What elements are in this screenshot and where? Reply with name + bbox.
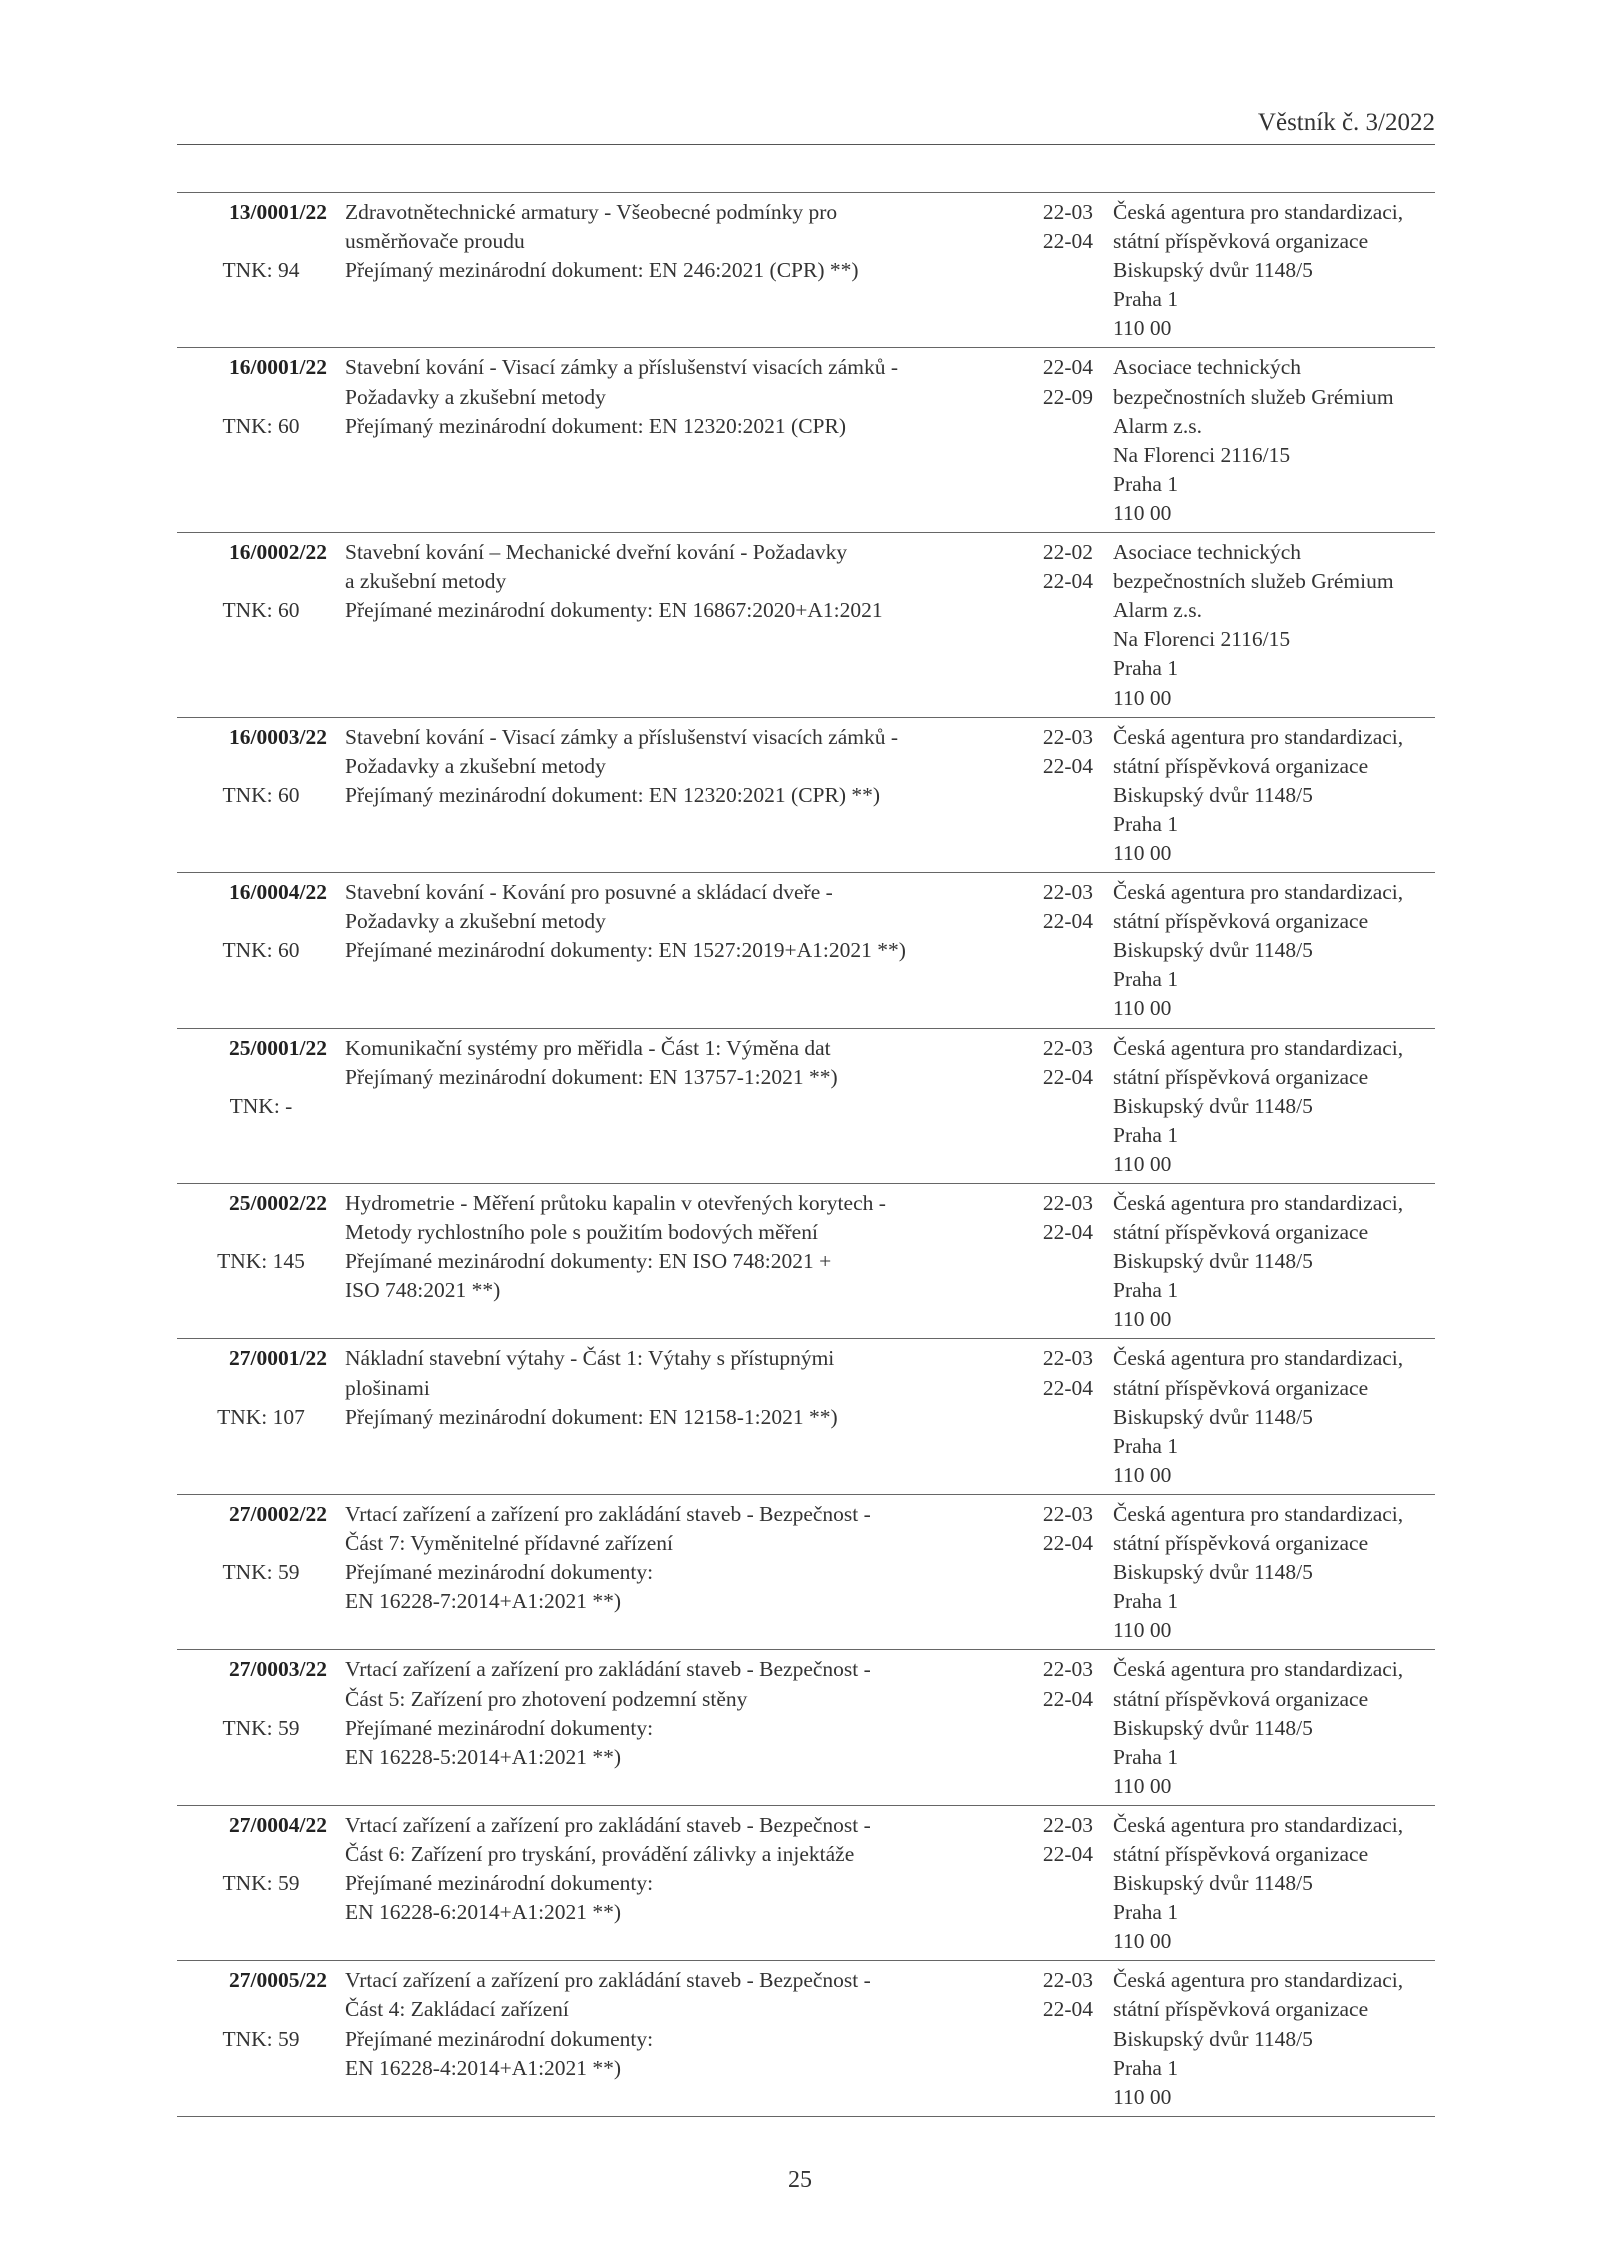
standard-code: 27/0005/22 bbox=[229, 1968, 327, 1993]
organization-line: Biskupský dvůr 1148/5 bbox=[1113, 938, 1313, 963]
organization-line: Česká agentura pro standardizaci, bbox=[1113, 1191, 1404, 1215]
title-line: EN 16228-6:2014+A1:2021 **) bbox=[345, 1900, 622, 1925]
standard-code: 13/0001/22 bbox=[229, 200, 327, 224]
organization-cell bbox=[1093, 878, 1435, 1023]
organization-line: Praha 1 bbox=[1113, 967, 1179, 992]
title-line: plošinami bbox=[345, 1375, 430, 1400]
title-line: Požadavky a zkušební metody bbox=[345, 384, 606, 409]
title-line: Nákladní stavební výtahy - Část 1: Výtahy s přístupnými bbox=[345, 1346, 835, 1371]
organization-line: Česká agentura pro standardizaci, bbox=[1113, 880, 1404, 905]
organization-line: Biskupský dvůr 1148/5 bbox=[1113, 782, 1313, 807]
title-line: Vrtací zařízení a zařízení pro zakládání staveb - Bezpečnost - bbox=[345, 1968, 871, 1993]
date-value: 22-04 bbox=[1042, 569, 1093, 594]
tnk-label: TNK: 107 bbox=[217, 1404, 305, 1429]
tnk-label: TNK: 59 bbox=[222, 1871, 300, 1896]
organization-line: 110 00 bbox=[1113, 1307, 1172, 1332]
organization-line: 110 00 bbox=[1113, 500, 1172, 525]
organization-line: Česká agentura pro standardizaci, bbox=[1113, 1501, 1404, 1526]
organization-line: státní příspěvková organizace bbox=[1113, 753, 1369, 778]
date-value: 22-04 bbox=[1042, 1841, 1093, 1866]
title-line: Přejímaný mezinárodní dokument: EN 12320:2021 (CPR) **) bbox=[345, 782, 881, 807]
organization-line: státní příspěvková organizace bbox=[1113, 1064, 1369, 1089]
dates-cell bbox=[977, 1811, 1093, 1956]
dates-cell bbox=[977, 723, 1093, 868]
dates-cell bbox=[977, 878, 1093, 1023]
date-value: 22-03 bbox=[1042, 1968, 1093, 1993]
title-line: Požadavky a zkušební metody bbox=[345, 753, 606, 778]
dates-cell bbox=[977, 1189, 1093, 1334]
organization-line: bezpečnostních služeb Grémium bbox=[1113, 384, 1394, 409]
table-row bbox=[177, 193, 1435, 348]
organization-cell bbox=[1093, 1966, 1435, 2111]
organization-line: 110 00 bbox=[1113, 2084, 1172, 2109]
date-value: 22-09 bbox=[1042, 384, 1093, 409]
tnk-label: TNK: 59 bbox=[222, 1715, 300, 1740]
organization-line: Biskupský dvůr 1148/5 bbox=[1113, 258, 1313, 283]
organization-line: Alarm z.s. bbox=[1113, 598, 1202, 623]
organization-line: Biskupský dvůr 1148/5 bbox=[1113, 2026, 1313, 2051]
organization-line: Biskupský dvůr 1148/5 bbox=[1113, 1871, 1313, 1896]
tnk-label: TNK: 59 bbox=[222, 2026, 300, 2051]
organization-line: Česká agentura pro standardizaci, bbox=[1113, 1968, 1404, 1993]
title-line: Přejímaný mezinárodní dokument: EN 13757-1:2021 **) bbox=[345, 1064, 838, 1089]
standard-title-cell bbox=[327, 1344, 977, 1489]
organization-line: Asociace technických bbox=[1113, 540, 1302, 565]
organization-line: státní příspěvková organizace bbox=[1113, 1375, 1369, 1400]
organization-line: Česká agentura pro standardizaci, bbox=[1113, 1812, 1404, 1837]
dates-cell bbox=[977, 198, 1093, 343]
title-line: Část 5: Zařízení pro zhotovení podzemní stěny bbox=[345, 1686, 748, 1711]
organization-cell bbox=[1093, 353, 1435, 528]
date-value: 22-03 bbox=[1042, 1657, 1093, 1682]
title-line: Přejímané mezinárodní dokumenty: bbox=[345, 2026, 654, 2051]
standard-code: 25/0002/22 bbox=[229, 1191, 327, 1215]
title-line: Vrtací zařízení a zařízení pro zakládání staveb - Bezpečnost - bbox=[345, 1657, 871, 1682]
standard-code: 16/0004/22 bbox=[229, 880, 327, 905]
title-line: EN 16228-4:2014+A1:2021 **) bbox=[345, 2055, 622, 2080]
date-value: 22-03 bbox=[1042, 1812, 1093, 1837]
organization-line: Česká agentura pro standardizaci, bbox=[1113, 724, 1404, 749]
title-line: Komunikační systémy pro měřidla - Část 1: Výměna dat bbox=[345, 1035, 831, 1060]
organization-cell bbox=[1093, 1189, 1435, 1334]
page-number: 25 bbox=[788, 2167, 812, 2193]
tnk-label: TNK: 60 bbox=[222, 598, 300, 623]
date-value: 22-04 bbox=[1042, 1220, 1093, 1245]
dates-cell bbox=[977, 1500, 1093, 1645]
organization-line: státní příspěvková organizace bbox=[1113, 1841, 1369, 1866]
dates-cell bbox=[977, 1344, 1093, 1489]
organization-line: Biskupský dvůr 1148/5 bbox=[1113, 1404, 1313, 1429]
standard-code: 27/0002/22 bbox=[229, 1501, 327, 1526]
organization-line: 110 00 bbox=[1113, 996, 1172, 1021]
organization-line: bezpečnostních služeb Grémium bbox=[1113, 569, 1394, 594]
standard-title-cell bbox=[327, 878, 977, 1023]
title-line: Stavební kování - Kování pro posuvné a skládací dveře - bbox=[345, 880, 833, 905]
organization-line: Praha 1 bbox=[1113, 471, 1179, 496]
organization-line: státní příspěvková organizace bbox=[1113, 1686, 1369, 1711]
organization-line: Biskupský dvůr 1148/5 bbox=[1113, 1715, 1313, 1740]
organization-line: Česká agentura pro standardizaci, bbox=[1113, 200, 1404, 224]
standard-id-cell bbox=[177, 1655, 327, 1800]
table-row bbox=[177, 718, 1435, 873]
date-value: 22-03 bbox=[1042, 1035, 1093, 1060]
standard-id-cell bbox=[177, 538, 327, 713]
standard-title-cell bbox=[327, 353, 977, 528]
standards-table bbox=[177, 192, 1435, 2117]
organization-line: 110 00 bbox=[1113, 685, 1172, 710]
organization-line: 110 00 bbox=[1113, 316, 1172, 341]
bulletin-title: Věstník č. 3/2022 bbox=[1257, 109, 1435, 136]
title-line: usměrňovače proudu bbox=[345, 229, 525, 254]
organization-line: Na Florenci 2116/15 bbox=[1113, 627, 1291, 652]
organization-line: Biskupský dvůr 1148/5 bbox=[1113, 1249, 1313, 1274]
table-row bbox=[177, 1495, 1435, 1650]
organization-line: státní příspěvková organizace bbox=[1113, 1220, 1369, 1245]
standard-title-cell bbox=[327, 198, 977, 343]
table-row bbox=[177, 1961, 1435, 2116]
standard-id-cell bbox=[177, 1034, 327, 1179]
title-line: Část 6: Zařízení pro tryskání, provádění zálivky a injektáže bbox=[345, 1841, 855, 1866]
title-line: Vrtací zařízení a zařízení pro zakládání staveb - Bezpečnost - bbox=[345, 1501, 871, 1526]
title-line: Přejímané mezinárodní dokumenty: EN ISO 748:2021 + bbox=[345, 1249, 832, 1274]
date-value: 22-03 bbox=[1042, 1501, 1093, 1526]
standard-id-cell bbox=[177, 723, 327, 868]
standard-id-cell bbox=[177, 1966, 327, 2111]
tnk-label: TNK: 59 bbox=[222, 1560, 300, 1585]
standard-title-cell bbox=[327, 1966, 977, 2111]
standard-id-cell bbox=[177, 1811, 327, 1956]
title-line: EN 16228-5:2014+A1:2021 **) bbox=[345, 1744, 622, 1769]
organization-cell bbox=[1093, 1344, 1435, 1489]
organization-line: Česká agentura pro standardizaci, bbox=[1113, 1657, 1404, 1682]
date-value: 22-04 bbox=[1042, 753, 1093, 778]
organization-line: 110 00 bbox=[1113, 1929, 1172, 1954]
dates-cell bbox=[977, 353, 1093, 528]
date-value: 22-03 bbox=[1042, 880, 1093, 905]
organization-line: Praha 1 bbox=[1113, 1433, 1179, 1458]
standard-title-cell bbox=[327, 538, 977, 713]
dates-cell bbox=[977, 1655, 1093, 1800]
table-row bbox=[177, 533, 1435, 718]
date-value: 22-04 bbox=[1042, 1531, 1093, 1556]
title-line: Metody rychlostního pole s použitím bodových měření bbox=[345, 1220, 818, 1245]
tnk-label: TNK: 94 bbox=[222, 258, 300, 283]
table-row bbox=[177, 1650, 1435, 1805]
standard-title-cell bbox=[327, 1189, 977, 1334]
tnk-label: TNK: 145 bbox=[217, 1249, 305, 1274]
standard-title-cell bbox=[327, 1655, 977, 1800]
date-value: 22-04 bbox=[1042, 1064, 1093, 1089]
standard-id-cell bbox=[177, 353, 327, 528]
title-line: ISO 748:2021 **) bbox=[345, 1278, 501, 1303]
standard-title-cell bbox=[327, 1034, 977, 1179]
organization-cell bbox=[1093, 1811, 1435, 1956]
date-value: 22-03 bbox=[1042, 200, 1093, 224]
title-line: Stavební kování – Mechanické dveřní kování - Požadavky bbox=[345, 540, 848, 565]
organization-line: Biskupský dvůr 1148/5 bbox=[1113, 1560, 1313, 1585]
organization-cell bbox=[1093, 198, 1435, 343]
standard-code: 16/0003/22 bbox=[229, 724, 327, 749]
organization-line: státní příspěvková organizace bbox=[1113, 229, 1369, 254]
organization-cell bbox=[1093, 723, 1435, 868]
organization-line: 110 00 bbox=[1113, 1151, 1172, 1176]
organization-cell bbox=[1093, 1034, 1435, 1179]
organization-line: Biskupský dvůr 1148/5 bbox=[1113, 1093, 1313, 1118]
title-line: Přejímané mezinárodní dokumenty: EN 16867:2020+A1:2021 bbox=[345, 598, 883, 623]
organization-cell bbox=[1093, 1500, 1435, 1645]
title-line: EN 16228-7:2014+A1:2021 **) bbox=[345, 1589, 622, 1614]
dates-cell bbox=[977, 1966, 1093, 2111]
tnk-label: TNK: 60 bbox=[222, 938, 300, 963]
organization-line: státní příspěvková organizace bbox=[1113, 1531, 1369, 1556]
table-row bbox=[177, 1806, 1435, 1961]
date-value: 22-04 bbox=[1042, 1997, 1093, 2022]
title-line: Vrtací zařízení a zařízení pro zakládání staveb - Bezpečnost - bbox=[345, 1812, 871, 1837]
organization-line: Praha 1 bbox=[1113, 1589, 1179, 1614]
standard-title-cell bbox=[327, 723, 977, 868]
organization-line: Praha 1 bbox=[1113, 1900, 1179, 1925]
title-line: Stavební kování - Visací zámky a příslušenství visacích zámků - bbox=[345, 724, 898, 749]
organization-cell bbox=[1093, 538, 1435, 713]
organization-line: Praha 1 bbox=[1113, 1122, 1179, 1147]
organization-line: Praha 1 bbox=[1113, 811, 1179, 836]
date-value: 22-03 bbox=[1042, 1346, 1093, 1371]
organization-line: Praha 1 bbox=[1113, 1278, 1179, 1303]
standard-code: 16/0001/22 bbox=[229, 355, 327, 380]
standard-code: 27/0004/22 bbox=[229, 1812, 327, 1837]
title-line: Zdravotnětechnické armatury - Všeobecné podmínky pro bbox=[345, 200, 838, 224]
title-line: a zkušební metody bbox=[345, 569, 507, 594]
date-value: 22-03 bbox=[1042, 724, 1093, 749]
standard-id-cell bbox=[177, 1500, 327, 1645]
organization-line: Česká agentura pro standardizaci, bbox=[1113, 1035, 1404, 1060]
organization-line: Praha 1 bbox=[1113, 287, 1179, 312]
dates-cell bbox=[977, 1034, 1093, 1179]
date-value: 22-04 bbox=[1042, 1375, 1093, 1400]
title-line: Přejímaný mezinárodní dokument: EN 12158-1:2021 **) bbox=[345, 1404, 838, 1429]
standard-code: 16/0002/22 bbox=[229, 540, 327, 565]
title-line: Část 7: Vyměnitelné přídavné zařízení bbox=[345, 1531, 673, 1556]
table-row bbox=[177, 873, 1435, 1028]
organization-line: 110 00 bbox=[1113, 840, 1172, 865]
table-row bbox=[177, 348, 1435, 533]
organization-line: státní příspěvková organizace bbox=[1113, 909, 1369, 934]
organization-line: státní příspěvková organizace bbox=[1113, 1997, 1369, 2022]
organization-line: 110 00 bbox=[1113, 1462, 1172, 1487]
date-value: 22-04 bbox=[1042, 355, 1093, 380]
date-value: 22-04 bbox=[1042, 909, 1093, 934]
standard-title-cell bbox=[327, 1811, 977, 1956]
standard-code: 27/0003/22 bbox=[229, 1657, 327, 1682]
tnk-label: TNK: - bbox=[229, 1093, 293, 1118]
title-line: Část 4: Zakládací zařízení bbox=[345, 1997, 569, 2022]
date-value: 22-04 bbox=[1042, 1686, 1093, 1711]
title-line: Přejímaný mezinárodní dokument: EN 12320:2021 (CPR) bbox=[345, 413, 847, 438]
organization-line: Na Florenci 2116/15 bbox=[1113, 442, 1291, 467]
date-value: 22-03 bbox=[1042, 1191, 1093, 1215]
standard-id-cell bbox=[177, 1189, 327, 1334]
title-line: Přejímané mezinárodní dokumenty: bbox=[345, 1560, 654, 1585]
date-value: 22-04 bbox=[1042, 229, 1093, 254]
page-header bbox=[177, 108, 1435, 145]
standard-id-cell bbox=[177, 878, 327, 1023]
table-row bbox=[177, 1184, 1435, 1339]
title-line: Přejímané mezinárodní dokumenty: bbox=[345, 1871, 654, 1896]
organization-line: 110 00 bbox=[1113, 1618, 1172, 1643]
organization-line: Praha 1 bbox=[1113, 2055, 1179, 2080]
title-line: Stavební kování - Visací zámky a příslušenství visacích zámků - bbox=[345, 355, 898, 380]
organization-line: Asociace technických bbox=[1113, 355, 1302, 380]
tnk-label: TNK: 60 bbox=[222, 782, 300, 807]
standard-code: 25/0001/22 bbox=[229, 1035, 327, 1060]
table-row bbox=[177, 1029, 1435, 1184]
title-line: Přejímané mezinárodní dokumenty: bbox=[345, 1715, 654, 1740]
dates-cell bbox=[977, 538, 1093, 713]
standard-id-cell bbox=[177, 1344, 327, 1489]
standard-code: 27/0001/22 bbox=[229, 1346, 327, 1371]
title-line: Hydrometrie - Měření průtoku kapalin v otevřených korytech - bbox=[345, 1191, 886, 1215]
title-line: Přejímané mezinárodní dokumenty: EN 1527:2019+A1:2021 **) bbox=[345, 938, 906, 963]
date-value: 22-02 bbox=[1042, 540, 1093, 565]
title-line: Požadavky a zkušební metody bbox=[345, 909, 606, 934]
organization-cell bbox=[1093, 1655, 1435, 1800]
standard-title-cell bbox=[327, 1500, 977, 1645]
table-row bbox=[177, 1339, 1435, 1494]
organization-line: Praha 1 bbox=[1113, 1744, 1179, 1769]
organization-line: Alarm z.s. bbox=[1113, 413, 1202, 438]
title-line: Přejímaný mezinárodní dokument: EN 246:2021 (CPR) **) bbox=[345, 258, 859, 283]
tnk-label: TNK: 60 bbox=[222, 413, 300, 438]
organization-line: 110 00 bbox=[1113, 1773, 1172, 1798]
organization-line: Česká agentura pro standardizaci, bbox=[1113, 1346, 1404, 1371]
standard-id-cell bbox=[177, 198, 327, 343]
organization-line: Praha 1 bbox=[1113, 656, 1179, 681]
